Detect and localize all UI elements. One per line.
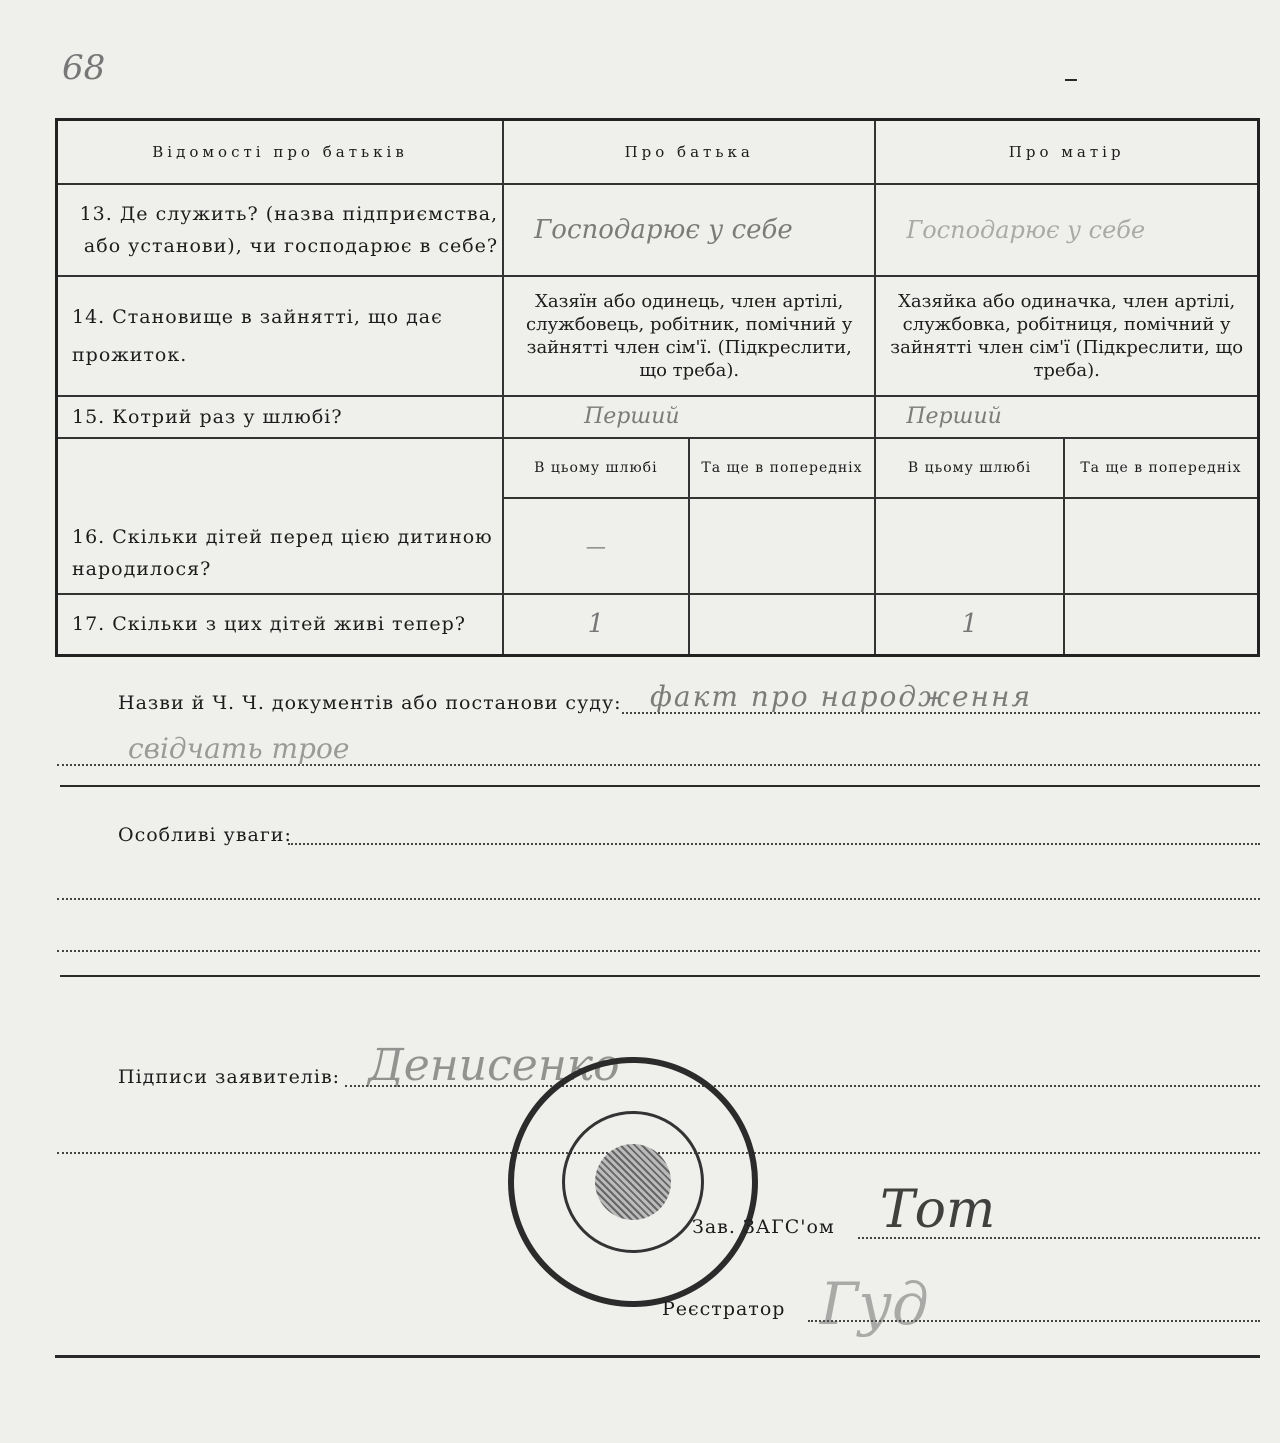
q17-mother-this <box>875 594 1064 656</box>
q16-mother-prev <box>1064 498 1259 594</box>
remarks-line-1 <box>288 843 1260 845</box>
registrar-signature: Гуд <box>820 1270 929 1338</box>
q15-father-value: Перший <box>584 404 680 429</box>
q14-father-options: Хазяїн або одинець, член артілі, службовець, робітник, помічний у зайнятті член сім'ї. (Підкреслити, що треба). <box>503 276 875 396</box>
q16-father-prev <box>689 498 876 594</box>
header-mother: Про матір <box>875 120 1258 184</box>
q13-mother <box>875 184 1258 276</box>
remarks-line-2 <box>57 898 1260 900</box>
q13-mother-value: Господарює у себе <box>906 215 1146 244</box>
q15-mother-value: Перший <box>906 404 1002 429</box>
q16-mother-this <box>875 498 1064 594</box>
official-stamp <box>508 1057 758 1307</box>
q16-label: 16. Скільки дітей перед цією дитиною народилося? <box>57 438 504 594</box>
documents-value-1: факт про народження <box>650 680 1032 713</box>
stamp-inner-ring <box>562 1111 704 1253</box>
header-parents-info: Відомості про батьків <box>57 120 504 184</box>
bottom-rule <box>55 1355 1260 1358</box>
q15-label: 15. Котрий раз у шлюбі? <box>57 396 504 438</box>
q16-father-prev-header: Та ще в попередніх <box>689 438 876 498</box>
q14-label: 14. Становище в зайнятті, що дає прожиток. <box>57 276 504 396</box>
q16-father-this-value: — <box>585 533 606 558</box>
header-father: Про батька <box>503 120 875 184</box>
q15-mother <box>875 396 1258 438</box>
q17-label: 17. Скільки з цих дітей живі тепер? <box>57 594 504 656</box>
q13-father <box>503 184 875 276</box>
q13-label: 13. Де служить? (назва підприємства, або установи), чи господарює в себе? <box>57 184 504 276</box>
signatures-value: Денисенко <box>368 1040 620 1091</box>
stamp-emblem <box>595 1144 671 1220</box>
q15-father <box>503 396 875 438</box>
q16-mother-this-header: В цьому шлюбі <box>875 438 1064 498</box>
remarks-line-3 <box>57 950 1260 952</box>
zags-signature: Тот <box>880 1180 996 1240</box>
q17-father-prev <box>689 594 876 656</box>
q17-father-this <box>503 594 689 656</box>
signatures-label: Підписи заявителів: <box>118 1066 341 1088</box>
q14-mother-options: Хазяйка або одиначка, член артілі, службовка, робітниця, помічний у зайнятті член сім'ї (Підкреслити, що треба). <box>875 276 1258 396</box>
documents-label: Назви й Ч. Ч. документів або постанови суду: <box>118 692 622 714</box>
q16-mother-prev-header: Та ще в попередніх <box>1064 438 1259 498</box>
margin-note: 68 <box>62 48 106 88</box>
q13-father-value: Господарює у себе <box>534 214 793 245</box>
remarks-rule <box>60 975 1260 977</box>
documents-rule <box>60 785 1260 787</box>
top-dash <box>1065 79 1077 81</box>
q16-father-this <box>503 498 689 594</box>
documents-value-2: свідчать трое <box>128 732 350 765</box>
registrar-label: Реєстратор <box>662 1298 786 1320</box>
q17-father-this-value: 1 <box>587 609 605 640</box>
parents-info-table <box>55 118 1260 657</box>
q16-father-this-header: В цьому шлюбі <box>503 438 689 498</box>
q17-mother-this-value: 1 <box>961 609 978 640</box>
q17-mother-prev <box>1064 594 1259 656</box>
remarks-label: Особливі уваги: <box>118 824 292 846</box>
zags-label: Зав. ЗАГС'ом <box>692 1216 835 1238</box>
